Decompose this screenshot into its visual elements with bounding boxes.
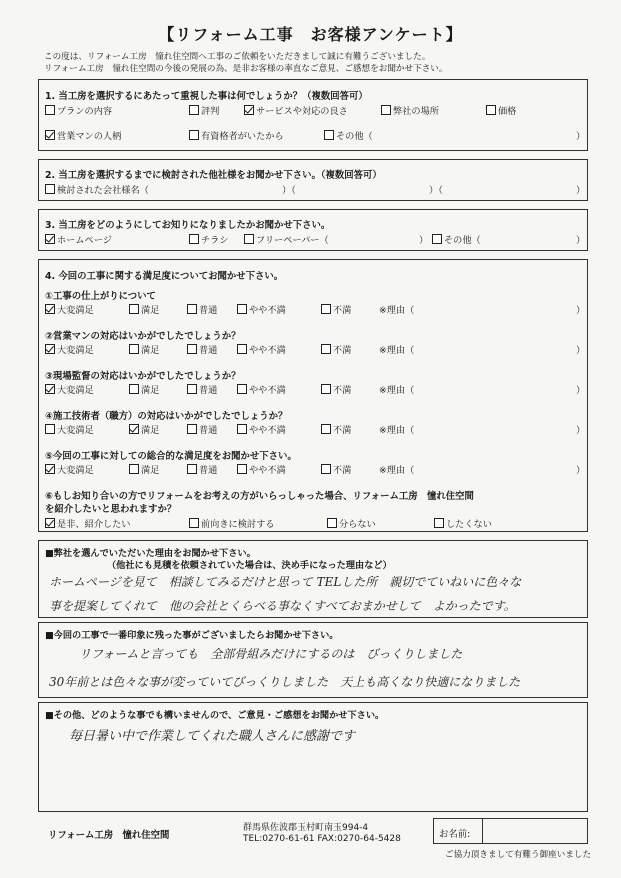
checkbox-checked-icon[interactable]: [129, 424, 139, 434]
q2-title: 2. 当工房を選択するまでに検討された他社様をお聞かせ下さい。（複数回答可）: [45, 170, 382, 181]
option-label: その他（: [336, 131, 373, 142]
q1-option-reputation[interactable]: [189, 103, 219, 117]
checkbox-checked-icon[interactable]: [45, 518, 55, 528]
checkbox-icon[interactable]: [321, 344, 331, 354]
q4-option-dissatisfied[interactable]: [321, 422, 351, 436]
q1-option-other[interactable]: [324, 128, 373, 142]
q1-option-qualified[interactable]: [189, 128, 284, 142]
checkbox-icon[interactable]: [237, 464, 247, 474]
checkbox-icon[interactable]: [189, 105, 199, 115]
q4-option-reason[interactable]: [379, 462, 414, 476]
checkbox-icon[interactable]: [187, 424, 197, 434]
q4-option-somewhat-dissatisfied[interactable]: [237, 342, 286, 356]
q4-option-very-satisfied[interactable]: [45, 342, 94, 356]
q3-option-homepage[interactable]: [45, 232, 112, 246]
checkbox-checked-icon[interactable]: [45, 304, 55, 314]
option-label: やや不満: [249, 305, 286, 316]
checkbox-icon[interactable]: [189, 130, 199, 140]
q4-option-very-satisfied[interactable]: [45, 302, 94, 316]
q4-title: 4. 今回の工事に関する満足度についてお聞かせ下さい。: [45, 271, 284, 282]
checkbox-icon[interactable]: [321, 464, 331, 474]
option-label: ※理由（: [379, 345, 415, 356]
option-label: 分らない: [339, 519, 376, 530]
option-label: 不満: [333, 465, 352, 476]
name-label: お名前:: [439, 829, 471, 840]
option-label: 不満: [333, 345, 352, 356]
option-label: 満足: [141, 345, 160, 356]
q4-option-somewhat-dissatisfied[interactable]: [237, 422, 286, 436]
checkbox-icon[interactable]: [189, 518, 199, 528]
checkbox-icon[interactable]: [237, 344, 247, 354]
q4-reason-close: ）: [576, 425, 586, 436]
q2-paren-1: ）（: [282, 185, 296, 196]
option-label: 満足: [141, 305, 160, 316]
option-label: フリーペーパー（: [256, 235, 329, 246]
checkbox-icon[interactable]: [432, 234, 442, 244]
q4-option-reason[interactable]: [379, 302, 414, 316]
option-label: 大変満足: [57, 345, 94, 356]
option-label: 普通: [199, 305, 218, 316]
q4-option-neutral[interactable]: [187, 382, 217, 396]
q4-option-neutral[interactable]: [187, 422, 217, 436]
q4-option-somewhat-dissatisfied[interactable]: [237, 382, 286, 396]
q3-option-other[interactable]: [432, 232, 481, 246]
option-label: 大変満足: [57, 305, 94, 316]
checkbox-checked-icon[interactable]: [45, 384, 55, 394]
option-label: 不満: [333, 385, 352, 396]
reason-title: ■弊社を選んでいただいた理由をお聞かせ下さい。: [45, 548, 256, 559]
q3-section: [38, 209, 588, 251]
q4-option-neutral[interactable]: [187, 302, 217, 316]
q4-option-dissatisfied[interactable]: [321, 342, 351, 356]
option-label: 普通: [199, 345, 218, 356]
option-label: 検討された会社様名（: [57, 185, 149, 196]
footer-thanks: ご協力頂きまして有難う御座いました: [445, 850, 592, 860]
checkbox-icon[interactable]: [434, 518, 444, 528]
q1-option-location[interactable]: [381, 103, 439, 117]
checkbox-icon[interactable]: [244, 234, 254, 244]
checkbox-icon[interactable]: [237, 424, 247, 434]
checkbox-icon[interactable]: [324, 130, 334, 140]
option-label: 大変満足: [57, 465, 94, 476]
option-label: やや不満: [249, 345, 286, 356]
q4-item-title: ③現場監督の対応はいかがでしたでしょうか？: [45, 371, 241, 382]
reason-section: [38, 540, 588, 618]
option-label: 前向きに検討する: [201, 519, 275, 530]
q4-section: [38, 259, 588, 532]
q2-section: [38, 159, 588, 201]
checkbox-icon[interactable]: [486, 105, 496, 115]
q4-6-option-consider[interactable]: [189, 516, 275, 530]
q4-option-dissatisfied[interactable]: [321, 382, 351, 396]
q2-option-competitors[interactable]: [45, 182, 149, 196]
checkbox-checked-icon[interactable]: [45, 130, 55, 140]
q4-option-satisfied[interactable]: [129, 342, 159, 356]
footer-address: 群馬県佐波郡玉村町南玉994-4: [243, 823, 369, 833]
q4-option-reason[interactable]: [379, 382, 414, 396]
option-label: 大変満足: [57, 425, 94, 436]
q3-option-freepaper[interactable]: [244, 232, 329, 246]
checkbox-icon[interactable]: [129, 344, 139, 354]
impression-title: ■今回の工事で一番印象に残った事がございましたらお聞かせ下さい。: [45, 630, 339, 641]
q4-option-reason[interactable]: [379, 342, 414, 356]
checkbox-icon[interactable]: [321, 424, 331, 434]
checkbox-checked-icon[interactable]: [244, 105, 254, 115]
q4-item-title: ①工事の仕上がりについて: [45, 291, 156, 302]
q1-option-salesperson[interactable]: [45, 128, 121, 142]
q4-item-title: ⑤今回の工事に対しての総合的な満足度をお聞かせ下さい。: [45, 451, 297, 462]
impression-answer-line-1: リフォームと言っても 全部骨組みだけにするのは びっくりしました: [79, 647, 463, 661]
option-label: やや不満: [249, 465, 286, 476]
q4-item-title: ②営業マンの対応はいかがでしたでしょうか？: [45, 331, 241, 342]
reason-answer-line-2: 事を提案してくれて 他の会社とくらべる事なくすべておまかせして よかったです。: [49, 599, 516, 613]
option-label: ホームページ: [57, 235, 112, 246]
checkbox-icon[interactable]: [45, 424, 55, 434]
option-label: 不満: [333, 425, 352, 436]
survey-title: 【リフォーム工事 お客様アンケート】: [158, 25, 463, 44]
q4-6-title-1: ⑥もしお知り合いの方でリフォームをお考えの方がいらっしゃった場合、リフォーム工房 憧れ住空間: [45, 491, 474, 502]
option-label: チラシ: [201, 235, 229, 246]
option-label: 満足: [141, 465, 160, 476]
q4-option-dissatisfied[interactable]: [321, 302, 351, 316]
checkbox-icon[interactable]: [187, 384, 197, 394]
q3-freepaper-close: ）: [419, 235, 429, 246]
option-label: 価格: [498, 106, 517, 117]
option-label: ※理由（: [379, 305, 415, 316]
q4-item-title: ④施工技術者（職方）の対応はいかがでしたでしょうか？: [45, 411, 288, 422]
checkbox-icon[interactable]: [129, 464, 139, 474]
q4-option-satisfied[interactable]: [129, 382, 159, 396]
checkbox-icon[interactable]: [187, 304, 197, 314]
q4-reason-close: ）: [576, 465, 586, 476]
checkbox-checked-icon[interactable]: [45, 234, 55, 244]
q3-other-close: ）: [576, 235, 586, 246]
option-label: 弊社の場所: [393, 106, 439, 117]
checkbox-checked-icon[interactable]: [45, 464, 55, 474]
q4-option-somewhat-dissatisfied[interactable]: [237, 302, 286, 316]
q4-option-satisfied[interactable]: [129, 422, 159, 436]
footer-company: リフォーム工房 憧れ住空間: [48, 830, 170, 841]
q4-6-option-no[interactable]: [434, 516, 492, 530]
checkbox-icon[interactable]: [189, 234, 199, 244]
q4-reason-close: ）: [576, 385, 586, 396]
reason-answer-line-1: ホームページを見て 相談してみるだけと思って TELした所 親切でていねいに色々な: [49, 575, 522, 589]
checkbox-icon[interactable]: [187, 464, 197, 474]
option-label: 普通: [199, 385, 218, 396]
option-label: 大変満足: [57, 385, 94, 396]
q4-reason-close: ）: [576, 305, 586, 316]
comments-title: ■その他、どのような事でも構いませんので、ご意見・ご感想をお聞かせ下さい。: [45, 710, 385, 721]
impression-answer-line-2: 30年前とは色々な事が変っていてびっくりしました 天上も高くなり快適になりました: [49, 675, 521, 689]
option-label: 営業マンの人柄: [57, 131, 122, 142]
q4-option-dissatisfied[interactable]: [321, 462, 351, 476]
reason-subtitle: （他社にも見積を依頼されていた場合は、決め手になった理由など）: [107, 560, 392, 571]
option-label: ※理由（: [379, 465, 415, 476]
impression-section: [38, 622, 588, 698]
q1-option-plan[interactable]: [45, 103, 112, 117]
intro-line-1: この度は、リフォーム工房 憧れ住空間へ工事のご依頼をいただきまして誠に有難うございました。: [44, 52, 431, 62]
q4-option-reason[interactable]: [379, 422, 414, 436]
checkbox-icon[interactable]: [321, 384, 331, 394]
option-label: やや不満: [249, 385, 286, 396]
checkbox-icon[interactable]: [45, 184, 55, 194]
option-label: 評判: [201, 106, 220, 117]
q4-reason-close: ）: [576, 345, 586, 356]
q4-option-very-satisfied[interactable]: [45, 382, 94, 396]
option-label: 普通: [199, 425, 218, 436]
checkbox-icon[interactable]: [237, 304, 247, 314]
footer-tel-fax: TEL:0270-61-61 FAX:0270-64-5428: [243, 834, 401, 844]
q4-option-very-satisfied[interactable]: [45, 462, 94, 476]
option-label: 不満: [333, 305, 352, 316]
q4-6-option-recommend[interactable]: [45, 516, 131, 530]
option-label: したくない: [446, 519, 492, 530]
comments-section: [38, 702, 588, 812]
q4-option-satisfied[interactable]: [129, 462, 159, 476]
q4-option-satisfied[interactable]: [129, 302, 159, 316]
checkbox-icon[interactable]: [381, 105, 391, 115]
q1-other-close: ）: [576, 131, 586, 142]
checkbox-icon[interactable]: [321, 304, 331, 314]
option-label: ※理由（: [379, 425, 415, 436]
name-divider: [482, 819, 483, 843]
option-label: 満足: [141, 425, 160, 436]
q2-paren-3: ）: [576, 185, 586, 196]
q4-6-title-2: を紹介したいと思われますか？: [45, 504, 177, 515]
option-label: その他（: [444, 235, 481, 246]
checkbox-icon[interactable]: [237, 384, 247, 394]
q4-option-neutral[interactable]: [187, 462, 217, 476]
checkbox-icon[interactable]: [45, 105, 55, 115]
name-field[interactable]: [433, 818, 588, 844]
q4-6-option-unsure[interactable]: [327, 516, 376, 530]
q1-option-price[interactable]: [486, 103, 516, 117]
intro-line-2: リフォーム工房 憧れ住空間の今後の発展の為、是非お客様の率直なご意見、ご感想をお聞かせ下さい。: [44, 64, 448, 74]
q2-paren-2: ）（: [429, 185, 443, 196]
checkbox-icon[interactable]: [129, 304, 139, 314]
checkbox-icon[interactable]: [327, 518, 337, 528]
q4-option-very-satisfied[interactable]: [45, 422, 94, 436]
option-label: プランの内容: [57, 106, 113, 117]
comments-answer: 毎日暑い中で作業してくれた職人さんに感謝です: [69, 729, 356, 741]
option-label: 是非、紹介したい: [57, 519, 131, 530]
option-label: 満足: [141, 385, 160, 396]
option-label: 有資格者がいたから: [201, 131, 284, 142]
q4-option-somewhat-dissatisfied[interactable]: [237, 462, 286, 476]
q4-option-neutral[interactable]: [187, 342, 217, 356]
q1-section: [38, 79, 588, 151]
checkbox-icon[interactable]: [187, 344, 197, 354]
option-label: サービスや対応の良さ: [256, 106, 348, 117]
q3-title: 3. 当工房をどのようにしてお知りになりましたかお聞かせ下さい。: [45, 220, 331, 231]
q1-title: 1. 当工房を選択するにあたって重視した事は何でしょうか？（複数回答可）: [45, 91, 368, 102]
option-label: ※理由（: [379, 385, 415, 396]
checkbox-checked-icon[interactable]: [45, 344, 55, 354]
option-label: やや不満: [249, 425, 286, 436]
q1-option-service[interactable]: [244, 103, 348, 117]
option-label: 普通: [199, 465, 218, 476]
q3-option-flyer[interactable]: [189, 232, 229, 246]
checkbox-icon[interactable]: [129, 384, 139, 394]
